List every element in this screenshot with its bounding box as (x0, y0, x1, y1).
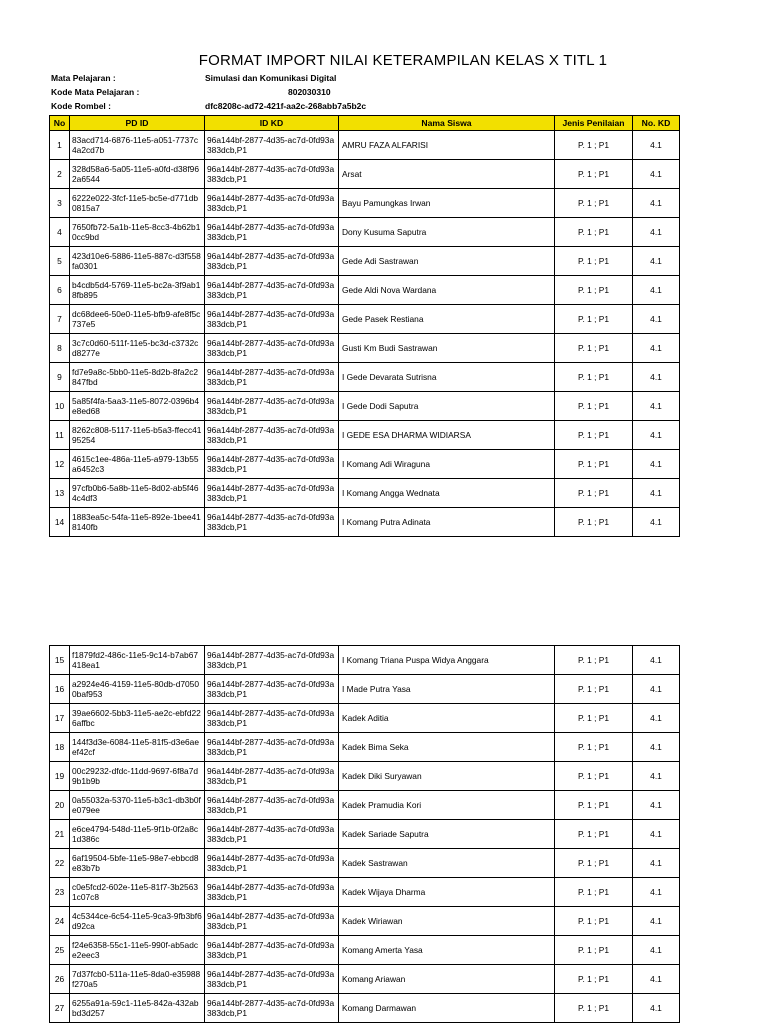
pd-id-cell: f24e6358-55c1-11e5-990f-ab5adce2eec3 (70, 936, 205, 965)
table-row (50, 733, 680, 762)
row-number: 12 (50, 450, 70, 479)
student-name-cell: Komang Amerta Yasa (339, 936, 555, 965)
no-kd-cell: 4.1 (633, 994, 680, 1023)
student-name-cell: I Made Putra Yasa (339, 675, 555, 704)
table-row (50, 334, 680, 363)
pd-id-cell: 4c5344ce-6c54-11e5-9ca3-9fb3bf6d92ca (70, 907, 205, 936)
table-row (50, 878, 680, 907)
no-kd-cell: 4.1 (633, 704, 680, 733)
row-number: 22 (50, 849, 70, 878)
pd-id-cell: dc68dee6-50e0-11e5-bfb9-afe8f5c737e5 (70, 305, 205, 334)
header-id-kd: ID KD (205, 116, 339, 131)
student-name-cell: Arsat (339, 160, 555, 189)
id-kd-cell: 96a144bf-2877-4d35-ac7d-0fd93a383dcb,P1 (205, 218, 339, 247)
jenis-penilaian-cell: P. 1 ; P1 (555, 646, 633, 675)
id-kd-cell: 96a144bf-2877-4d35-ac7d-0fd93a383dcb,P1 (205, 421, 339, 450)
row-number: 18 (50, 733, 70, 762)
table-row (50, 305, 680, 334)
row-number: 7 (50, 305, 70, 334)
row-number: 17 (50, 704, 70, 733)
table-row (50, 421, 680, 450)
row-number: 4 (50, 218, 70, 247)
id-kd-cell: 96a144bf-2877-4d35-ac7d-0fd93a383dcb,P1 (205, 508, 339, 537)
row-number: 9 (50, 363, 70, 392)
jenis-penilaian-cell: P. 1 ; P1 (555, 363, 633, 392)
row-number: 1 (50, 131, 70, 160)
id-kd-cell: 96a144bf-2877-4d35-ac7d-0fd93a383dcb,P1 (205, 704, 339, 733)
pd-id-cell: 7d37fcb0-511a-11e5-8da0-e35988f270a5 (70, 965, 205, 994)
id-kd-cell: 96a144bf-2877-4d35-ac7d-0fd93a383dcb,P1 (205, 646, 339, 675)
student-name-cell: Gede Adi Sastrawan (339, 247, 555, 276)
table-row (50, 392, 680, 421)
no-kd-cell: 4.1 (633, 733, 680, 762)
mapel-label: Mata Pelajaran : (51, 73, 116, 83)
kode-rombel-value: dfc8208c-ad72-421f-aa2c-268abb7a5b2c (205, 101, 367, 111)
table-row (50, 479, 680, 508)
table-row (50, 675, 680, 704)
student-name-cell: Kadek Sariade Saputra (339, 820, 555, 849)
id-kd-cell: 96a144bf-2877-4d35-ac7d-0fd93a383dcb,P1 (205, 160, 339, 189)
kode-mapel-label: Kode Mata Pelajaran : (51, 87, 140, 97)
id-kd-cell: 96a144bf-2877-4d35-ac7d-0fd93a383dcb,P1 (205, 791, 339, 820)
jenis-penilaian-cell: P. 1 ; P1 (555, 936, 633, 965)
student-name-cell: Komang Ariawan (339, 965, 555, 994)
student-name-cell: I Komang Adi Wiraguna (339, 450, 555, 479)
table-row (50, 160, 680, 189)
jenis-penilaian-cell: P. 1 ; P1 (555, 334, 633, 363)
id-kd-cell: 96a144bf-2877-4d35-ac7d-0fd93a383dcb,P1 (205, 878, 339, 907)
id-kd-cell: 96a144bf-2877-4d35-ac7d-0fd93a383dcb,P1 (205, 965, 339, 994)
pd-id-cell: 5a85f4fa-5aa3-11e5-8072-0396b4e8ed68 (70, 392, 205, 421)
row-number: 15 (50, 646, 70, 675)
no-kd-cell: 4.1 (633, 392, 680, 421)
kode-rombel-label: Kode Rombel : (51, 101, 111, 111)
jenis-penilaian-cell: P. 1 ; P1 (555, 276, 633, 305)
row-number: 21 (50, 820, 70, 849)
pd-id-cell: 6af19504-5bfe-11e5-98e7-ebbcd8e83b7b (70, 849, 205, 878)
id-kd-cell: 96a144bf-2877-4d35-ac7d-0fd93a383dcb,P1 (205, 305, 339, 334)
id-kd-cell: 96a144bf-2877-4d35-ac7d-0fd93a383dcb,P1 (205, 733, 339, 762)
no-kd-cell: 4.1 (633, 762, 680, 791)
table-row (50, 965, 680, 994)
pd-id-cell: fd7e9a8c-5bb0-11e5-8d2b-8fa2c2847fbd (70, 363, 205, 392)
jenis-penilaian-cell: P. 1 ; P1 (555, 131, 633, 160)
jenis-penilaian-cell: P. 1 ; P1 (555, 218, 633, 247)
jenis-penilaian-cell: P. 1 ; P1 (555, 733, 633, 762)
pd-id-cell: f1879fd2-486c-11e5-9c14-b7ab67418ea1 (70, 646, 205, 675)
no-kd-cell: 4.1 (633, 936, 680, 965)
no-kd-cell: 4.1 (633, 160, 680, 189)
jenis-penilaian-cell: P. 1 ; P1 (555, 965, 633, 994)
student-name-cell: Kadek Pramudia Kori (339, 791, 555, 820)
pd-id-cell: e6ce4794-548d-11e5-9f1b-0f2a8c1d386c (70, 820, 205, 849)
pd-id-cell: 0a55032a-5370-11e5-b3c1-db3b0fe079ee (70, 791, 205, 820)
no-kd-cell: 4.1 (633, 646, 680, 675)
no-kd-cell: 4.1 (633, 218, 680, 247)
id-kd-cell: 96a144bf-2877-4d35-ac7d-0fd93a383dcb,P1 (205, 189, 339, 218)
id-kd-cell: 96a144bf-2877-4d35-ac7d-0fd93a383dcb,P1 (205, 994, 339, 1023)
header-no-kd: No. KD (633, 116, 680, 131)
student-name-cell: Kadek Sastrawan (339, 849, 555, 878)
id-kd-cell: 96a144bf-2877-4d35-ac7d-0fd93a383dcb,P1 (205, 907, 339, 936)
no-kd-cell: 4.1 (633, 675, 680, 704)
row-number: 23 (50, 878, 70, 907)
jenis-penilaian-cell: P. 1 ; P1 (555, 160, 633, 189)
jenis-penilaian-cell: P. 1 ; P1 (555, 247, 633, 276)
student-name-cell: Komang Darmawan (339, 994, 555, 1023)
id-kd-cell: 96a144bf-2877-4d35-ac7d-0fd93a383dcb,P1 (205, 820, 339, 849)
jenis-penilaian-cell: P. 1 ; P1 (555, 305, 633, 334)
mapel-value: Simulasi dan Komunikasi Digital (205, 73, 337, 83)
table-row (50, 936, 680, 965)
no-kd-cell: 4.1 (633, 305, 680, 334)
jenis-penilaian-cell: P. 1 ; P1 (555, 421, 633, 450)
jenis-penilaian-cell: P. 1 ; P1 (555, 392, 633, 421)
jenis-penilaian-cell: P. 1 ; P1 (555, 508, 633, 537)
table-row (50, 994, 680, 1023)
pd-id-cell: 6222e022-3fcf-11e5-bc5e-d771db0815a7 (70, 189, 205, 218)
row-number: 2 (50, 160, 70, 189)
table-row (50, 907, 680, 936)
row-number: 10 (50, 392, 70, 421)
student-name-cell: Kadek Diki Suryawan (339, 762, 555, 791)
no-kd-cell: 4.1 (633, 907, 680, 936)
id-kd-cell: 96a144bf-2877-4d35-ac7d-0fd93a383dcb,P1 (205, 762, 339, 791)
pd-id-cell: 3c7c0d60-511f-11e5-bc3d-c3732cd8277e (70, 334, 205, 363)
no-kd-cell: 4.1 (633, 791, 680, 820)
header-pd-id: PD ID (70, 116, 205, 131)
pd-id-cell: c0e5fcd2-602e-11e5-81f7-3b25631c07c8 (70, 878, 205, 907)
table-row (50, 820, 680, 849)
page-title: FORMAT IMPORT NILAI KETERAMPILAN KELAS X TITL 1 (198, 52, 608, 69)
student-name-cell: Bayu Pamungkas Irwan (339, 189, 555, 218)
no-kd-cell: 4.1 (633, 820, 680, 849)
table-row (50, 131, 680, 160)
no-kd-cell: 4.1 (633, 247, 680, 276)
grade-table-part-1 (49, 115, 680, 537)
jenis-penilaian-cell: P. 1 ; P1 (555, 762, 633, 791)
row-number: 24 (50, 907, 70, 936)
no-kd-cell: 4.1 (633, 878, 680, 907)
row-number: 16 (50, 675, 70, 704)
no-kd-cell: 4.1 (633, 276, 680, 305)
student-name-cell: Dony Kusuma Saputra (339, 218, 555, 247)
student-name-cell: Kadek Aditia (339, 704, 555, 733)
id-kd-cell: 96a144bf-2877-4d35-ac7d-0fd93a383dcb,P1 (205, 479, 339, 508)
student-name-cell: I Komang Triana Puspa Widya Anggara (339, 646, 555, 675)
id-kd-cell: 96a144bf-2877-4d35-ac7d-0fd93a383dcb,P1 (205, 363, 339, 392)
table-row (50, 791, 680, 820)
row-number: 6 (50, 276, 70, 305)
row-number: 19 (50, 762, 70, 791)
no-kd-cell: 4.1 (633, 334, 680, 363)
pd-id-cell: 39ae6602-5bb3-11e5-ae2c-ebfd226affbc (70, 704, 205, 733)
student-name-cell: Gede Pasek Restiana (339, 305, 555, 334)
row-number: 11 (50, 421, 70, 450)
student-name-cell: Kadek Wijaya Dharma (339, 878, 555, 907)
id-kd-cell: 96a144bf-2877-4d35-ac7d-0fd93a383dcb,P1 (205, 131, 339, 160)
no-kd-cell: 4.1 (633, 189, 680, 218)
id-kd-cell: 96a144bf-2877-4d35-ac7d-0fd93a383dcb,P1 (205, 334, 339, 363)
jenis-penilaian-cell: P. 1 ; P1 (555, 791, 633, 820)
header-no: No (50, 116, 70, 131)
id-kd-cell: 96a144bf-2877-4d35-ac7d-0fd93a383dcb,P1 (205, 247, 339, 276)
table-row (50, 704, 680, 733)
header-jenis-penilaian: Jenis Penilaian (555, 116, 633, 131)
jenis-penilaian-cell: P. 1 ; P1 (555, 704, 633, 733)
jenis-penilaian-cell: P. 1 ; P1 (555, 878, 633, 907)
no-kd-cell: 4.1 (633, 849, 680, 878)
table-row (50, 646, 680, 675)
table-row (50, 363, 680, 392)
jenis-penilaian-cell: P. 1 ; P1 (555, 189, 633, 218)
table-row (50, 189, 680, 218)
row-number: 26 (50, 965, 70, 994)
jenis-penilaian-cell: P. 1 ; P1 (555, 849, 633, 878)
pd-id-cell: 144f3d3e-6084-11e5-81f5-d3e6aeef42cf (70, 733, 205, 762)
pd-id-cell: 00c29232-dfdc-11dd-9697-6f8a7d9b1b9b (70, 762, 205, 791)
student-name-cell: AMRU FAZA ALFARISI (339, 131, 555, 160)
row-number: 8 (50, 334, 70, 363)
row-number: 3 (50, 189, 70, 218)
pd-id-cell: 97cfb0b6-5a8b-11e5-8d02-ab5f464c4df3 (70, 479, 205, 508)
grade-table-part-2 (49, 645, 680, 1023)
table-row (50, 849, 680, 878)
pd-id-cell: 8262c808-5117-11e5-b5a3-ffecc4195254 (70, 421, 205, 450)
no-kd-cell: 4.1 (633, 363, 680, 392)
no-kd-cell: 4.1 (633, 508, 680, 537)
table-header-row (50, 116, 680, 131)
kode-mapel-value: 802030310 (288, 87, 331, 97)
id-kd-cell: 96a144bf-2877-4d35-ac7d-0fd93a383dcb,P1 (205, 392, 339, 421)
row-number: 27 (50, 994, 70, 1023)
pd-id-cell: 1883ea5c-54fa-11e5-892e-1bee418140fb (70, 508, 205, 537)
no-kd-cell: 4.1 (633, 479, 680, 508)
pd-id-cell: b4cdb5d4-5769-11e5-bc2a-3f9ab18fb895 (70, 276, 205, 305)
jenis-penilaian-cell: P. 1 ; P1 (555, 907, 633, 936)
jenis-penilaian-cell: P. 1 ; P1 (555, 450, 633, 479)
student-name-cell: I Gede Devarata Sutrisna (339, 363, 555, 392)
student-name-cell: I Komang Putra Adinata (339, 508, 555, 537)
header-nama-siswa: Nama Siswa (339, 116, 555, 131)
student-name-cell: Kadek Bima Seka (339, 733, 555, 762)
table-row (50, 247, 680, 276)
pd-id-cell: 7650fb72-5a1b-11e5-8cc3-4b62b10cc9bd (70, 218, 205, 247)
id-kd-cell: 96a144bf-2877-4d35-ac7d-0fd93a383dcb,P1 (205, 675, 339, 704)
row-number: 20 (50, 791, 70, 820)
id-kd-cell: 96a144bf-2877-4d35-ac7d-0fd93a383dcb,P1 (205, 276, 339, 305)
student-name-cell: Gusti Km Budi Sastrawan (339, 334, 555, 363)
student-name-cell: I Komang Angga Wednata (339, 479, 555, 508)
no-kd-cell: 4.1 (633, 450, 680, 479)
no-kd-cell: 4.1 (633, 421, 680, 450)
table-row (50, 450, 680, 479)
pd-id-cell: 4615c1ee-486a-11e5-a979-13b55a6452c3 (70, 450, 205, 479)
row-number: 25 (50, 936, 70, 965)
no-kd-cell: 4.1 (633, 965, 680, 994)
pd-id-cell: a2924e46-4159-11e5-80db-d70500baf953 (70, 675, 205, 704)
student-name-cell: Gede Aldi Nova Wardana (339, 276, 555, 305)
id-kd-cell: 96a144bf-2877-4d35-ac7d-0fd93a383dcb,P1 (205, 849, 339, 878)
row-number: 5 (50, 247, 70, 276)
no-kd-cell: 4.1 (633, 131, 680, 160)
student-name-cell: I GEDE ESA DHARMA WIDIARSA (339, 421, 555, 450)
jenis-penilaian-cell: P. 1 ; P1 (555, 479, 633, 508)
jenis-penilaian-cell: P. 1 ; P1 (555, 675, 633, 704)
table-row (50, 508, 680, 537)
id-kd-cell: 96a144bf-2877-4d35-ac7d-0fd93a383dcb,P1 (205, 936, 339, 965)
table-row (50, 762, 680, 791)
pd-id-cell: 83acd714-6876-11e5-a051-7737c4a2cd7b (70, 131, 205, 160)
jenis-penilaian-cell: P. 1 ; P1 (555, 820, 633, 849)
pd-id-cell: 6255a91a-59c1-11e5-842a-432abbd3d257 (70, 994, 205, 1023)
table-row (50, 276, 680, 305)
student-name-cell: Kadek Wiriawan (339, 907, 555, 936)
id-kd-cell: 96a144bf-2877-4d35-ac7d-0fd93a383dcb,P1 (205, 450, 339, 479)
pd-id-cell: 328d58a6-5a05-11e5-a0fd-d38f962a6544 (70, 160, 205, 189)
table-row (50, 218, 680, 247)
row-number: 14 (50, 508, 70, 537)
jenis-penilaian-cell: P. 1 ; P1 (555, 994, 633, 1023)
student-name-cell: I Gede Dodi Saputra (339, 392, 555, 421)
pd-id-cell: 423d10e6-5886-11e5-887c-d3f558fa0301 (70, 247, 205, 276)
row-number: 13 (50, 479, 70, 508)
